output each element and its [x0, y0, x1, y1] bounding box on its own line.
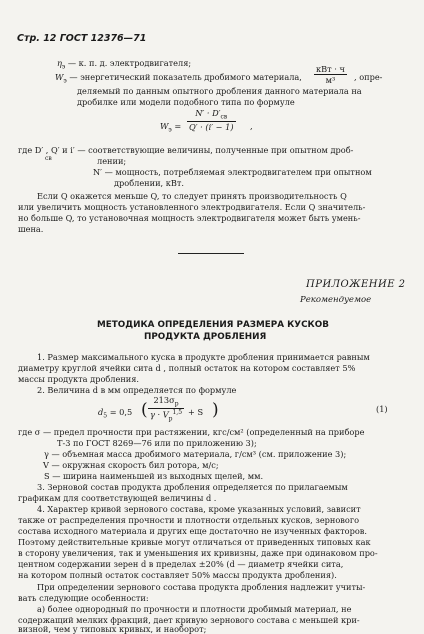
w-unit-num: кВт · ч — [316, 64, 345, 74]
formula2-number: (1) — [376, 404, 388, 414]
para1-line1: Если Q окажется меньше Q, то следует принять производительность Q — [37, 191, 347, 201]
formula2-num-sub: р — [174, 400, 179, 408]
p5-line5: визной, чем у типовых кривых, и наоборот; — [18, 624, 207, 634]
para1-line4: шена. — [18, 224, 44, 234]
where1-sub: св — [45, 155, 52, 162]
eta-definition — [57, 58, 191, 73]
section-title-2: ПРОДУКТА ДРОБЛЕНИЯ — [144, 332, 267, 342]
p5-line2: вать следующие особенности: — [18, 593, 149, 603]
formula1-eq: = — [174, 121, 182, 131]
p5-line3: а) более однородный по прочности и плотности дробимый материал, не — [37, 604, 352, 614]
w-tail: , опре- — [354, 72, 383, 82]
formula2-den-sub: р — [168, 415, 173, 423]
w-cont-1: деляемый по данным опытного дробления данного материала на — [77, 86, 362, 96]
formula1-lhs — [160, 121, 181, 136]
where2-line4: V — окружная скорость бил ротора, м/с; — [43, 460, 219, 470]
section-title-1: МЕТОДИКА ОПРЕДЕЛЕНИЯ РАЗМЕРА КУСКОВ — [97, 320, 329, 330]
formula2-paren-open: ( — [141, 400, 148, 420]
where1-line3: N′ — мощность, потребляемая электродвигателем при опытном — [93, 167, 372, 177]
p3-line2: графикам для соответствующей величины d . — [18, 493, 217, 503]
formula2-den-text: γ · V — [150, 409, 169, 420]
w-symbol: W — [55, 72, 64, 82]
where1-line1: где D′ , Q′ и i′ — соответствующие величины, полученные при опытном дроб- — [18, 145, 354, 155]
where2-line1: где σ — предел прочности при растяжении, кгс/см² (определенный на приборе — [18, 427, 365, 437]
w-unit-den: м³ — [314, 74, 347, 85]
p4-line4: Поэтому действительные кривые могут отличаться от приведенных типовых как — [18, 537, 371, 547]
p4-line1: 4. Характер кривой зернового состава, кроме указанных условий, зависит — [37, 504, 361, 514]
appendix-subtitle: Рекомендуемое — [300, 295, 372, 305]
formula2-den — [148, 408, 184, 422]
para1-line2: или увеличить мощность установленного электродвигателя. Если Q значитель- — [18, 202, 366, 212]
p4-line2: также от распределения прочности и плотности отдельных кусков, зернового — [18, 515, 360, 525]
p1-line1: 1. Размер максимального куска в продукте дробления принимается равным — [37, 352, 370, 362]
formula2-paren-close: ) — [212, 400, 219, 420]
p4-line3: состава исходного материала и других еще достаточно не изученных факторов. — [18, 526, 367, 536]
formula1-num-text: N′ · D′ — [195, 108, 221, 118]
formula1-fraction — [187, 108, 236, 132]
w-cont-2: дробилке или модели подобного типа по формуле — [77, 97, 295, 107]
formula1-lhs-symbol: W — [160, 121, 169, 131]
p4-line7: на котором полный остаток составляет 50% массы продукта дробления). — [18, 570, 337, 580]
formula2-plus: + S — [188, 407, 204, 417]
eta-text: — к. п. д. электродвигателя; — [67, 58, 192, 68]
formula1-lhs-sub: э — [168, 126, 172, 134]
p5-line1: При определении зернового состава продукта дробления надлежит учиты- — [37, 582, 366, 592]
formula2-den-sup: 1,5 — [172, 408, 183, 416]
where2-line2: Т-3 по ГОСТ 8269—76 или по приложению 3); — [57, 438, 257, 448]
where1-line4: дроблении, кВт. — [114, 178, 185, 188]
formula2-fraction — [148, 395, 184, 422]
page-header: Стр. 12 ГОСТ 12376—71 — [17, 33, 147, 44]
formula2-lhs-sub: 5 — [103, 412, 108, 420]
formula1-tail: , — [250, 121, 253, 131]
formula2-lhs-symbol: d — [98, 407, 104, 417]
formula1-num-sub: св — [220, 113, 228, 121]
formula1-num — [187, 108, 236, 121]
where2-line3: γ — объемная масса дробимого материала, г/см³ (см. приложение 3); — [44, 449, 347, 459]
w-text: — энергетический показатель дробимого материала, — [69, 72, 302, 82]
para1-line3: но больше Q, то установочная мощность электродвигателя может быть умень- — [18, 213, 361, 223]
formula2-lhs — [98, 407, 132, 422]
p5-line4: содержащий мелких фракций, дает кривую зернового состава с меньшей кри- — [18, 615, 360, 625]
formula1-den: Q′ · (i′ − 1) — [189, 121, 234, 132]
p1-line3: массы продукта дробления. — [18, 374, 140, 384]
where1-line2: лении; — [97, 156, 127, 166]
w-definition — [55, 72, 302, 87]
eta-symbol: η — [57, 58, 62, 68]
p4-line5: в сторону увеличения, так и уменьшения их кривизны, даже при одинаковом про- — [18, 548, 378, 558]
formula2-num-text: 213σ — [153, 395, 175, 405]
where2-line5: S — ширина наименьшей из выходных щелей, мм. — [44, 471, 264, 481]
w-sub: э — [63, 77, 67, 85]
p4-line6: центном содержании зерен d в пределах ±20% (d — диаметр ячейки сита, — [18, 559, 344, 569]
p2-line1: 2. Величина d в мм определяется по формуле — [37, 385, 237, 395]
appendix-title: ПРИЛОЖЕНИЕ 2 — [306, 279, 406, 290]
section-divider — [178, 253, 244, 254]
w-unit-fraction — [314, 64, 347, 85]
eta-sub: э — [61, 63, 66, 71]
p1-line2: диаметру круглой ячейки сита d , полный остаток на котором составляет 5% — [18, 363, 356, 373]
formula2-num — [148, 395, 184, 408]
formula2-eq: = 0,5 — [109, 407, 133, 417]
p3-line1: 3. Зерновой состав продукта дробления определяется по прилагаемым — [37, 482, 348, 492]
